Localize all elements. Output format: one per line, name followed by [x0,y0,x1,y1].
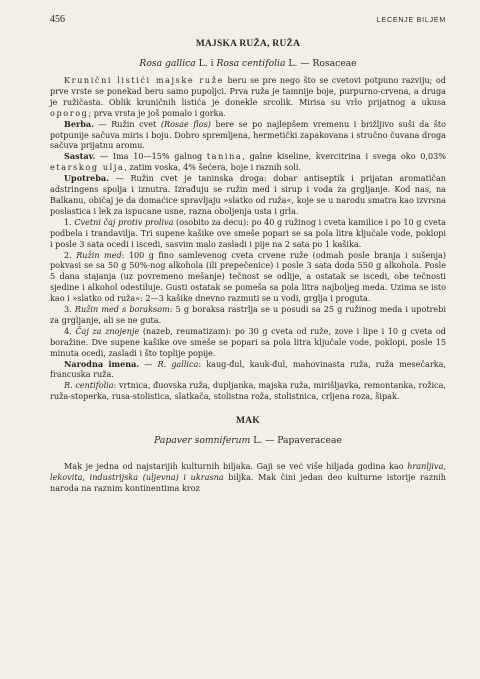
latin-papaver-family: L. — Papaveraceae [250,435,342,447]
page-header [50,14,446,25]
recipe-4 [50,326,446,359]
recipe-3-number: 3. [64,304,75,315]
intro-spaced-term: Krunični listići majske ruže [64,75,224,85]
latin-papaver: Papaver somniferum [154,435,251,447]
mak-paragraph [50,461,446,494]
intro-spaced-taste: oporog [50,107,89,118]
upotreba-paragraph [50,173,446,217]
mak-text-1: Mak je jedna od najstarijih kulturnih biljaka. Gaji se već više hiljada godina kao [64,461,408,472]
recipe-2-number: 2. [64,249,77,260]
berba-heading: Berba. [64,118,94,129]
latin-name-mak [50,435,446,446]
recipe-2 [50,250,446,305]
narodna-paragraph [50,359,446,381]
page-number: 456 [50,14,65,25]
latin-family: L. — Rosaceae [285,58,357,69]
upotreba-text: — Ružin cvet je taninska droga: dobar antiseptik i prijatan aromatičan adstringens spolja i iznutra. Izrađuju se ružin med i sirup i voda za grgljanje. Kod nas, na Balkanu, običaj je da domaćice spravljaju »slatko od ruža«, koje se u narodu smatra kao izvrsna poslastica i lek za ispucane usne, razna oboljenja usta i grla. [50,173,446,216]
section-title-rose: MAJSKA RUŽA, RUŽA [195,39,301,49]
recipe-2-name: Ružin med [76,249,122,260]
narodna-gallica: R. gallica [157,358,199,369]
sastav-text-3: , zatim voska, 4% šećera, boje i raznih soli. [124,162,302,173]
section-title-mak: MAK [236,416,260,427]
sastav-text-1: — Ima 10—15% galnog [95,151,207,162]
centifolia-names: : vrtnica, đuovska ruža, dupljanka, majska ruža, mirišljavka, remontanka, rožica, ruža-stoperka, rusa-stolistica, slatkača, stolistna roža, stolistnica, crljena roza, šipak. [50,380,446,402]
latin-rosa-centifolia: Rosa centifolia [216,58,286,69]
narodna-gallica-names: : kaug-đul, kauk-đul, mahovinasta ruža, ruža mesečarka, francuska ruža. [50,358,446,380]
recipe-3 [50,304,446,326]
sastav-heading: Sastav. [64,151,96,162]
recipe-2-text: : 100 g fino samlevenog cveta crvene ruže (odmah posle branja i sušenja) pokvasi se sa 50 g 50%-nog alkohola (ili prepečenice) i posle 3 sata doda 550 g alkohola. Posle 5 dana stajanja (uz povremeno mešanje) tečnost se odlije, a ostatak se iscedi, obe tečnosti sjedine i alkohol odestiluje. Gusti ostatak se pomeša sa pola litra najboljeg meda. Uzima se isto kao i »slatko od ruža«: 2—3 kašike dnevno razmuti se u vodi, grglja i proguta. [50,249,447,304]
recipe-1 [50,217,446,250]
latin-connector: L. i [195,58,217,69]
intro-paragraph [50,75,446,119]
berba-text-1: — Ružin cvet [93,118,161,129]
centifolia-name: R. centifolia [64,380,114,391]
narodna-heading: Narodna imena. [64,358,140,369]
sastav-paragraph [50,151,446,173]
recipe-4-text: (nazeb, reumatizam): po 30 g cveta od ruže, zove i lipe i 10 g cveta od boražine. Dve supene kašike ove smeše se popari sa pola litra ključale vode, poklopi, posle 15 minuta ocedi, zasladi i što toplije popije. [50,325,446,358]
recipe-3-text: : 5 g boraksa rastrlja se u posudi sa 25 g ružinog meda i upotrebi za grgljanje, ali se ne guta. [50,304,446,325]
recipe-1-name: Cvetni čaj protiv proliva [74,216,174,227]
berba-text-2: bere se po najlepšem vremenu i brižljivo suši da što potpunije sačuva miris i boju. Dobro spremljena, hermetički zapakovana i stručno čuvana droga sačuva prijatnu aromu. [50,118,446,151]
latin-rosa-gallica: Rosa gallica [139,58,196,69]
recipe-1-number: 1. [64,216,75,227]
intro-end: ; prva vrsta je još pomalo i gorka. [88,107,226,118]
sastav-spaced-ulje: etarskog ulja [50,162,125,173]
running-title: LECENJE BILJEM [376,17,446,24]
sastav-text-2: , galne kiseline, kvercitrina i svega oko 0,03% [242,151,446,162]
berba-paragraph [50,119,446,152]
berba-latin: (Rosae flos) [160,118,211,129]
recipe-4-number: 4. [64,325,76,336]
recipe-4-name: Čaj za znojenje [75,325,140,336]
narodna-dash: — [139,358,158,369]
latin-name-rose [50,58,446,69]
centifolia-paragraph [50,380,446,402]
upotreba-heading: Upotreba. [64,173,109,184]
recipe-3-name: Ružin med s boraksom [74,304,170,315]
sastav-spaced-tanin: tanina [206,151,243,162]
recipe-1-text: (osobito za decu): po 40 g ružinog i cveta kamilice i po 10 g cveta podbela i trandavilja. Tri supene kašike ove smeše popari se sa pola litra ključale vode, poklopi i posle 3 sata ocedi i iscedi, sasvim malo zasladi i pije na 2 sata po 1 kašika. [50,216,447,249]
intro-text: beru se pre nego što se cvetovi potpuno razviju; od prve vrste se ponekad beru samo pupoljci. Prva ruža je tamnije boje, purpurno-crvena, a druga je ružičasta. Oblik kruničnih listića je donekle srcolik. Mirisa su vrlo prijatnog a ukusa [50,75,446,107]
mak-text-2: biljka. Mak čini jedan deo kulturne istorije raznih naroda na raznim kontinentima kroz [50,472,446,493]
mak-uses: hranljiva, lekovita, industrijska (uljevna) i ukrasna [50,461,446,483]
